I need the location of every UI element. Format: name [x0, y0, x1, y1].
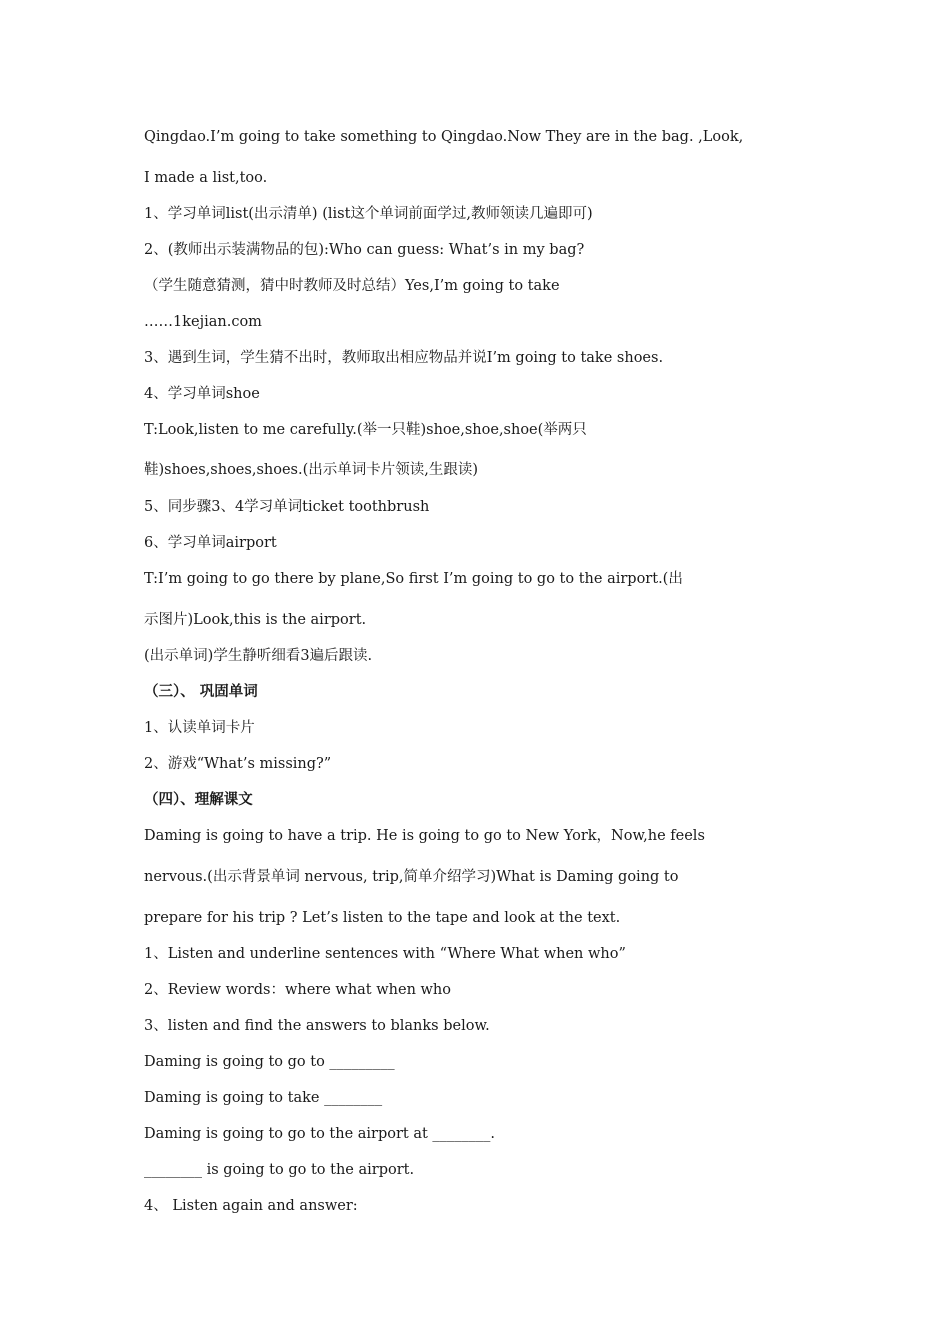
text-line: 6、学习单词airport: [144, 535, 277, 551]
text-line: Qingdao.I’m going to take something to Qingdao.Now They are in the bag. ,Look,: [144, 129, 744, 145]
text-line: Daming is going to go to _________: [144, 1054, 395, 1070]
text-line: I made a list,too.: [144, 170, 268, 186]
text-line: T:Look,listen to me carefully.(举一只鞋)shoe,shoe,shoe(举两只: [144, 422, 587, 438]
text-line: ……1kejian.com: [144, 314, 262, 330]
text-line: (出示单词)学生静听细看3遍后跟读.: [144, 648, 373, 664]
text-line: 5、同步骤3、4学习单词ticket toothbrush: [144, 499, 430, 515]
text-line: 2、游戏“What’s missing?”: [144, 756, 332, 772]
text-line: nervous.(出示背景单词 nervous, trip,简单介绍学习)What is Daming going to: [144, 869, 679, 885]
text-line: 4、学习单词shoe: [144, 386, 260, 402]
section-heading: （三）、 巩固单词: [144, 683, 258, 700]
text-line: 1、Listen and underline sentences with “Where What when who”: [144, 946, 626, 962]
text-line: Daming is going to have a trip. He is going to go to New York，Now,he feels: [144, 828, 705, 844]
text-line: 2、(教师出示装满物品的包):Who can guess: What’s in my bag?: [144, 242, 585, 258]
text-line: 3、listen and find the answers to blanks below.: [144, 1018, 490, 1034]
section-heading: （四）、理解课文: [144, 791, 253, 808]
text-line: Daming is going to take ________: [144, 1090, 383, 1106]
text-line: T:I’m going to go there by plane,So first I’m going to go to the airport.(出: [144, 571, 683, 587]
text-line: 3、遇到生词，学生猜不出时，教师取出相应物品并说I’m going to take shoes.: [144, 350, 664, 366]
text-line: 2、Review words：where what when who: [144, 982, 451, 998]
text-line: prepare for his trip ? Let’s listen to the tape and look at the text.: [144, 910, 621, 926]
text-line: 示图片)Look,this is the airport.: [144, 612, 367, 628]
text-line: 4、 Listen again and answer:: [144, 1198, 358, 1214]
text-line: （学生随意猜测，猜中时教师及时总结）Yes,I’m going to take: [144, 278, 560, 294]
text-line: 鞋)shoes,shoes,shoes.(出示单词卡片领读,生跟读): [144, 462, 479, 478]
text-line: ________ is going to go to the airport.: [144, 1162, 415, 1178]
text-line: 1、学习单词list(出示清单) (list这个单词前面学过,教师领读几遍即可): [144, 206, 593, 222]
text-line: Daming is going to go to the airport at ________.: [144, 1126, 496, 1142]
text-line: 1、认读单词卡片: [144, 720, 255, 736]
